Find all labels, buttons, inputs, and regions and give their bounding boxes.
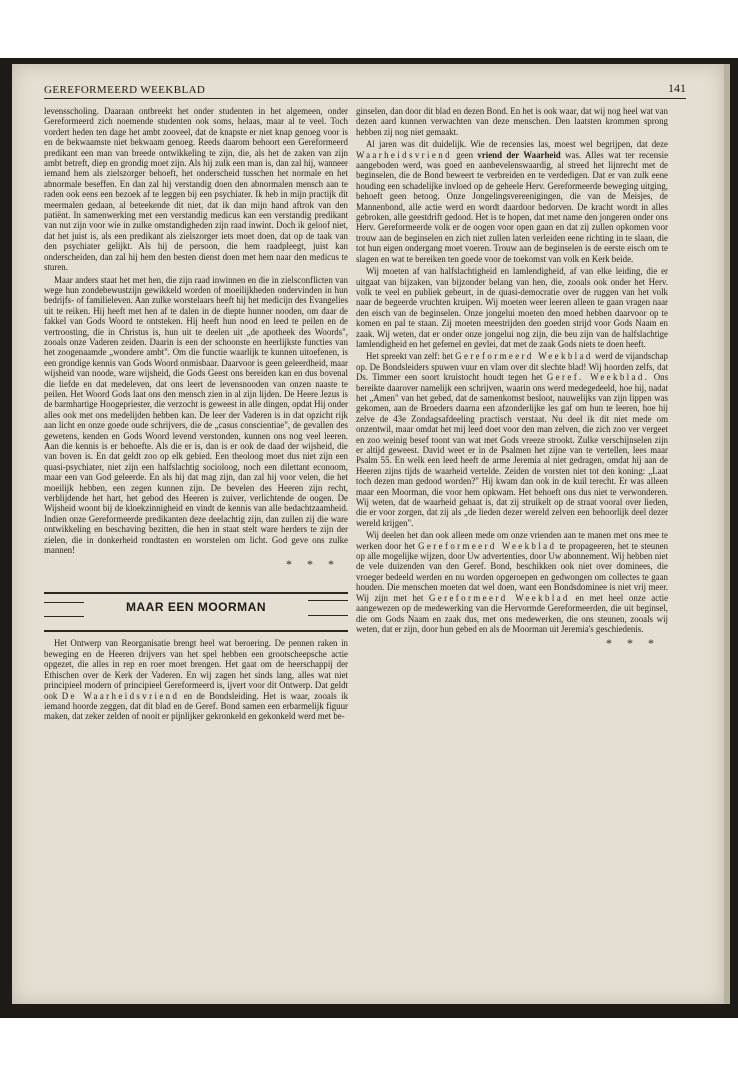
text-run: was. Alles wat ter recensie aangeboden werd, was goed en aanbevelenswaardig, al streed het lijnrecht met de beginselen, die de Bond beweert te verbreiden en te verdedigen. Dat er van zulk eene houding een schadelijke invloed op de geheele Herv. Gereformeerde beweging uitging, behoeft geen betoog. Onze Jongelingsvereenigingen, die van de Meisjes, de Mannenbond, alle actie werd en wordt daardoor bedorven. De kracht wordt in alles gebroken, alle geestdrift gedood. Het is te hopen, dat met name den jongeren onder ons Herv. Gereformeerde volk er de oogen voor open gaan en dat zij zullen opkomen voor trouw aan de beginselen en zich niet zullen laten verleiden eene richting in te slaan, die tot hun eigen ondergang moet voeren. Trouw aan de beginselen is de eerste eisch om te slagen en wat te bereiken ten goede voor de toekomst van volk en Kerk beide.: [356, 149, 669, 264]
paragraph: Maar anders staat het met hen, die zijn raad inwinnen en die in zielsconflicten van wege hun zondebewustzijn gewikkeld worden of moeilijkheden ondervinden in hun bedrijfs- of familieleven. Aan zulke worstelaars heeft hij het medicijn des Evangelies uit te reiken. Hij heeft met hen af te dalen in de diepte hunner nooden, om daar de fakkel van Gods Woord te ontsteken. Hij heeft hun nood en leed te peilen en de vertroosting, die in Christus is, hun uit te deelen uit „de apotheek des Woords", zooals onze Vaderen zeiden. Daarin is een der schoonste en heerlijkste functies van het zoogenaamde „wondere ambt". Om die functie waarlijk te kunnen uitoefenen, is een grondige kennis van Gods Woord onmisbaar. Daarvoor is geen geleerdheid, maar wijsheid van noode, ware wijsheid, die Gods Geest ons bereiden kan en dus bovenal die liefde en dat medeleven, dat ons leert de levensnooden van onzen naaste te peilen. Het Woord Gods laat ons den mensch zien in al zijn lijden. De Heere Jezus is de barmhartige Hoogepriester, die verzocht is geweest in alle dingen, opdat Hij onder alles ook met ons medelijden hebben kan. De leer der Vaderen is in dat opzicht rijk aan licht en onze goede oude schrijvers, die de „casus conscientiae", de gevallen des gewetens, kenden en Gods Woord levend verstonden, kunnen ons nog veel leeren. Aan die kennis is er behoefte. Als die er is, dan is er ook de daad der wijsheid, die van boven is. En dat geldt zoo op elk gebied. Een theoloog moet dus niet zijn een quasi-psychiater, niet zijn een halfslachtig socioloog, noch een dilettant econoom, maar een van God geleerde. En als hij dat mag zijn, dan zal hij voor velen, die het moeilijk hebben, een zegen kunnen zijn. De bevelen des Heeren zijn recht, verblijdende het hart, het gebod des Heeren is zuiver, verlichtende de oogen. De Wijsheid woont bij de kloekzinnigheid en vindt de kennis van alle bedachtzaamheid. Indien onze Gereformeerde predikanten deze deelachtig zijn, dan zullen zij die ware ontwikkeling en beschaving bezitten, die hen in staat stelt ware herders te zijn der zielen, die in donkerheid rondtasten en worstelen om licht. God geve ons zulke mannen!: [44, 274, 348, 556]
text-run: geen: [456, 149, 474, 160]
text-run: Het spreekt van zelf: het: [366, 351, 453, 362]
page-number: 141: [668, 81, 686, 95]
text-run: en de Bondsleiding. Het is waar, zooals ik iemand hoorde zeggen, dat dit blad en de Geref. Bond samen een erbarmelijk figuur maken, dat zeker zelden of nooit er pijnlijker gekronkeld en gekonkeld werd met be-: [44, 690, 349, 722]
paragraph: [356, 351, 668, 528]
text-run: te propageeren, het te steunen op alle mogelijke wijzen, door Uw advertenties, door Uw abonnement. Wij hebben niet de vele duizenden van den Geref. Bond, beschikken ook niet over dominees, die vroeger bedeeld werden en nu worden opgeroepen en gedwongen om collectes te gaan houden. Die menschen moeten dat wel doen, want een Bondsdominee is niet vrij meer. Wij zijn met het: [356, 540, 669, 603]
spaced-title: Gereformeerd Weekblad: [418, 540, 557, 551]
section-divider-stars: * * *: [286, 557, 340, 572]
newspaper-page: [12, 64, 730, 1004]
paragraph: ginselen, dan door dit blad en dezen Bond. En het is ook waar, dat wij nog heel wat van dezen aard kunnen verwachten van deze menschen. Den laatsten krommen sprong hebben zij nog niet gemaakt.: [356, 106, 668, 137]
text-run: Ons bereikte daarover namelijk een schrijven, waarin ons werd medegedeeld, hoe hij, nadat het „Amen" van het gebed, dat de samenkomst besloot, nauwelijks van zijn lippen was gekomen, aan de Broeders daarna een afzonderlijke les gaf om hun te leeren, hoe hij zelve de 43e Zondagsafdeeling practisch verstaat. Nu deel ik dit niet mede om onzentwil, maar omdat het mij leed doet voor den man zelven, die zich zoo ver vergeet en zoo weinig besef toont van wat met Gods vreeze strookt. Zulke verschijnselen zijn er altijd geweest. David weet er in de Psalmen het zijne van te vertellen, lees maar Psalm 55. En welk een leed heeft de arme Jeremia al niet gedragen, omdat hij aan de Heeren zijns tijds de waarheid vertelde. Zeiden de vorsten niet tot den koning: „Laat toch dezen man gedood worden?" Hij kwam dan ook in de kuil terecht. Er was alleen maar een Moorman, die voor hem opkwam. Het behoeft ons dus niet te verwonderen. Wij weten, dat de waarheid gehaat is, dat zij struikelt op de straat vooral over lieden, die er voor zorgen, dat zij als „de lieden dezer wereld zelven een behoorlijk deel dezer wereld krijgen".: [356, 372, 669, 528]
spaced-title: Geref. Weekblad.: [546, 372, 650, 383]
paragraph: levensscholing. Daaraan ontbreekt het onder studenten in het algemeen, onder Gereformeerd zich noemende studenten ook soms, helaas, maar al te veel. Toch vordert heden ten dage het ambt zooveel, dat de knapste er niet knap genoeg voor is en de bekwaamste niet bekwaam genoeg. Reeds daarom behoort een Gereformeerd predikant een man van breede ontwikkeling te zijn, die, als het de zaken van zijn ambt betreft, diep en grondig moet zijn. Als hij zulk een man is, dan zal hij, wanneer iemand hem als zielszorger behoeft, het onderscheid tusschen het normale en het abnormale beseffen. En dan zal hij verstandig doen den abnormalen mensch aan te raden ook eens een bezoek af te leggen bij een psychiater. Ik heb in mijn practijk dit meermalen gedaan, al beteekende dit niet, dat ik dan mijn hand aftrok van den patiënt. In samenwerking met een verstandig medicus kan een verstandig predikant van nut zijn voor wie in zulke omstandigheden zijn raad inwint. Doch ik geloof niet, dat het juist is, als een predikant als zielszorger iets moet doen, dat op de taak van den psychiater gelijkt. Als hij de persoon, die hem raadpleegt, juist kan onderscheiden, dan zal hij hem den besten dienst doen met hem naar den medicus te sturen.: [44, 106, 348, 273]
scan-background: [0, 58, 738, 1018]
spaced-title: Waarheidsvriend: [356, 149, 452, 160]
page-header: [44, 78, 686, 99]
publication-title: GEREFORMEERD WEEKBLAD: [44, 84, 206, 96]
text-run: werd de vijandschap op. De Bondsleiders spuwen vuur en vlam over dit slechte blad! Wij hoorden zelfs, dat Ds. Timmer een soort kruistocht houdt tegen het: [356, 351, 668, 383]
paragraph: [356, 530, 668, 634]
right-column: [356, 106, 668, 655]
left-column: [44, 106, 348, 724]
bold-phrase: vriend der Waarheid: [477, 149, 561, 160]
section-divider-stars: * * *: [606, 636, 660, 651]
text-run: Wij deelen het dan ook alleen mede om onze vrienden aan te manen met ons mee te werken door het: [356, 530, 668, 551]
text-run: en met heel onze actie aangewezen op de medewerking van die Hervormde Gereformeerden, die uit beginsel, die om Gods Naam en zaak dus, met ons medewerken, die ons steunen, zooals wij weten, dat er zijn, door hun gebed en als de Moorman uit Jeremia's geschiedenis.: [356, 592, 669, 634]
spaced-title: Gereformeerd Weekblad: [455, 351, 593, 362]
paragraph: [356, 139, 668, 264]
section-heading: [44, 592, 348, 628]
text-run: Het Ontwerp van Reorganisatie brengt heel wat beroering. De pennen raken in beweging en de Heeren drijvers van het spel hebben een grootscheepsche actie opgezet, die alles in rep en roer moet brengen. Het gaat om de heerschappij der Ethischen over de Kerk der Vaderen. En wij zagen het sinds lang, alles wat niet principieel modern of principieel Gereformeerd is, ijvert voor dit Ontwerp. Dat geldt ook: [44, 638, 348, 701]
paragraph: [44, 638, 348, 721]
text-run: Al jaren was dit duidelijk. Wie de recensies las, moest wel begrijpen, dat deze: [366, 139, 668, 150]
paragraph: Wij moeten af van halfslachtigheid en lamlendigheid, af van elke leiding, die er uitgaat van bijzaken, van bijzonder belang van hen, die, zooals ook onder het Herv. volk te veel en publiek gebeurt, in de quasi-democratie over de ruggen van het volk naar de begeerde vruchten kruipen. Wij moeten weer leeren alleen te gaan vragen naar den eisch van de beginselen. Onze jongelui moeten den moed hebben daarvoor op te komen en pal te staan. Zij moeten meestrijden den goeden strijd voor Gods Naam en zaak. Wij weten, dat er onder onze jongelui nog zijn, die beu zijn van de halfslachtige lamlendigheid en het gefemel en gevlei, dat met de zaak Gods niets te doen heeft.: [356, 266, 668, 349]
spaced-title: De Waarheidsvriend: [61, 690, 180, 701]
spaced-title: Gereformeerd Weekblad: [428, 592, 570, 603]
section-title: MAAR EEN MOORMAN: [126, 600, 266, 615]
